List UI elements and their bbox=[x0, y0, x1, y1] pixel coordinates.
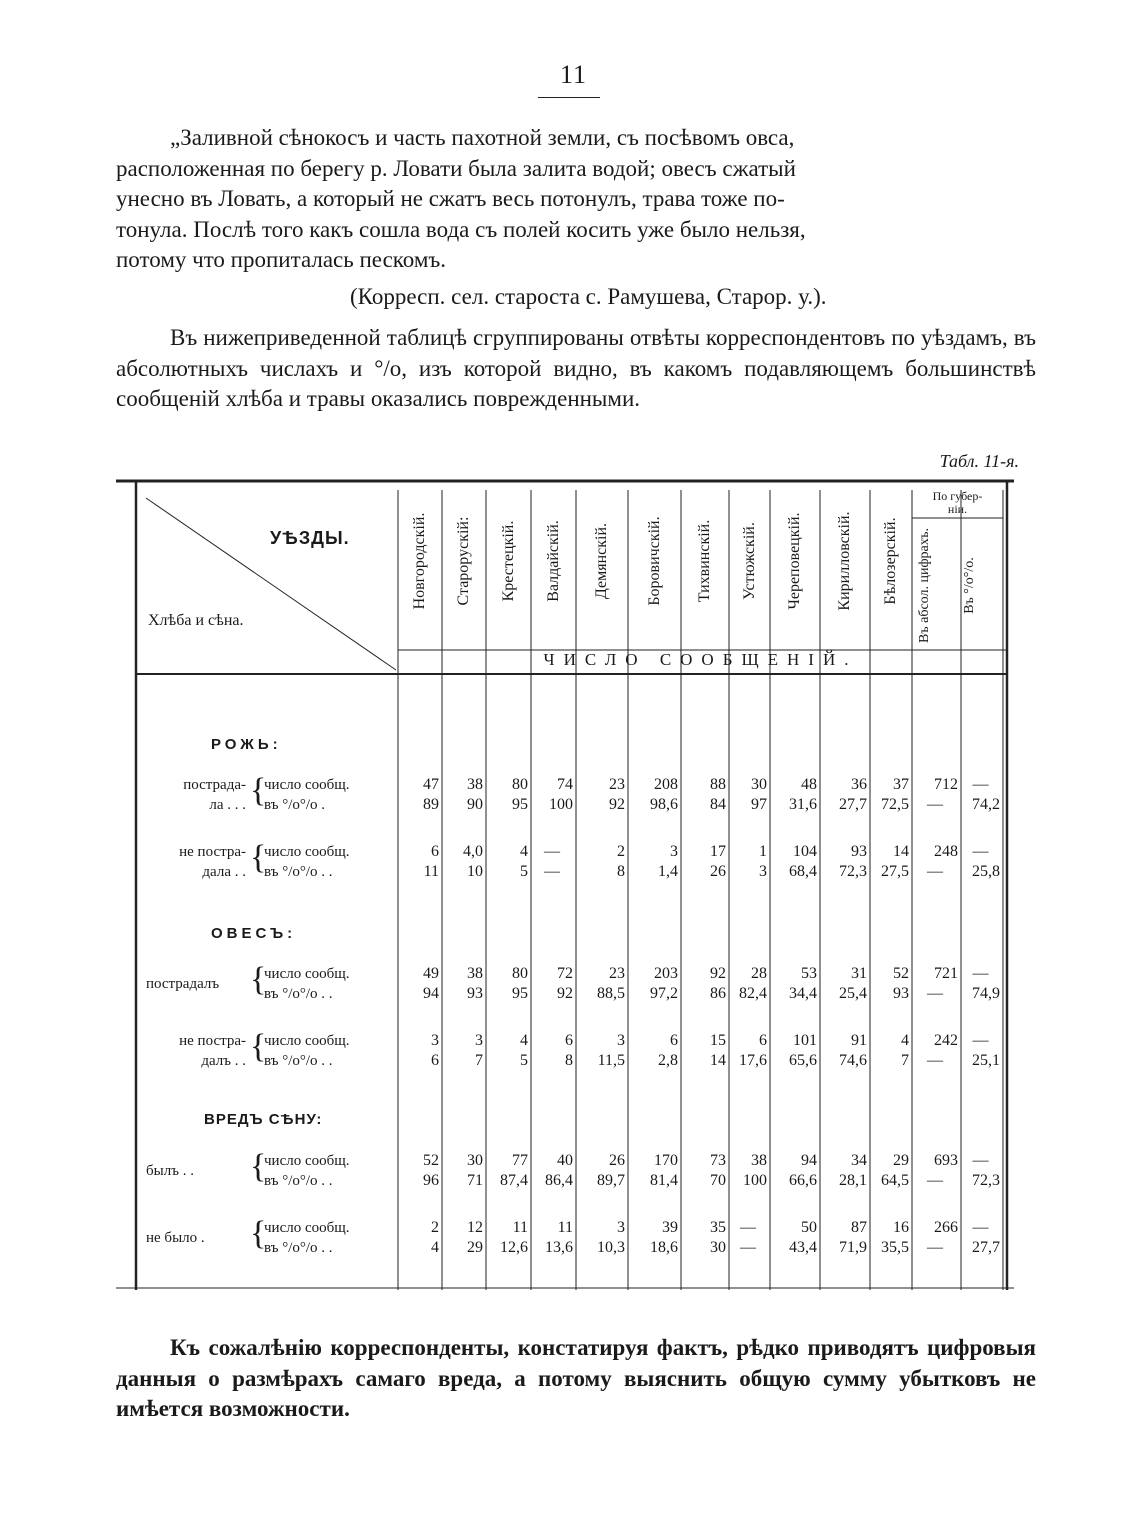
row-brace: { bbox=[250, 839, 267, 876]
table-cell: 208 bbox=[654, 776, 678, 793]
row-label: не было . bbox=[146, 1230, 205, 1246]
table-cell: 52 bbox=[423, 1152, 439, 1169]
table-cell: — bbox=[972, 1152, 989, 1169]
table-cell: 170 bbox=[654, 1152, 678, 1169]
table-cell: 23 bbox=[609, 965, 625, 982]
table-cell: 74,6 bbox=[839, 1052, 867, 1069]
row-sublabel: число сообщ. bbox=[264, 777, 350, 793]
gubernia-header: По губер- ніи. bbox=[932, 489, 983, 516]
table-cell: — bbox=[972, 776, 989, 793]
table-cell: 35,5 bbox=[881, 1239, 909, 1256]
table-cell: 91 bbox=[851, 1032, 867, 1049]
table-reference: Табл. 11-я. bbox=[939, 451, 1019, 471]
table-cell: 242 bbox=[934, 1032, 958, 1049]
corner-label-bottom: Хлѣба и сѣна. bbox=[148, 612, 244, 629]
row-sublabel: въ °/о°/о . . bbox=[264, 1240, 333, 1256]
group-title: РОЖЬ: bbox=[211, 736, 282, 753]
table-cell: 26 bbox=[609, 1152, 625, 1169]
table-cell: 74 bbox=[557, 776, 573, 793]
table-cell: 4 bbox=[520, 843, 528, 860]
table-cell: 16 bbox=[893, 1219, 909, 1236]
table-cell: 71,9 bbox=[839, 1239, 867, 1256]
table-cell: 84 bbox=[710, 796, 726, 813]
table-cell: 97,2 bbox=[650, 985, 678, 1002]
table-cell: 3 bbox=[617, 1032, 625, 1049]
table-cell: 17,6 bbox=[739, 1052, 767, 1069]
table-cell: 27,7 bbox=[972, 1239, 1000, 1256]
table-cell: 93 bbox=[467, 985, 483, 1002]
table-cell: 86,4 bbox=[545, 1172, 573, 1189]
table-cell: 28,1 bbox=[839, 1172, 867, 1189]
table-cell: 39 bbox=[662, 1219, 678, 1236]
table-cell: — bbox=[927, 1052, 943, 1069]
column-header: Тихвинскій. bbox=[696, 519, 713, 603]
table-cell: 29 bbox=[893, 1152, 909, 1169]
column-header: Крестецкій. bbox=[499, 520, 517, 602]
table-cell: 693 bbox=[934, 1152, 958, 1169]
row-label: былъ . . bbox=[146, 1163, 194, 1179]
table-cell: 48 bbox=[801, 776, 817, 793]
table-cell: 8 bbox=[565, 1052, 573, 1069]
column-header: Старорускій: bbox=[455, 516, 472, 606]
table-cell: 87 bbox=[851, 1219, 867, 1236]
table-cell: 5 bbox=[520, 1052, 528, 1069]
table-cell: 90 bbox=[467, 796, 483, 813]
row-brace: { bbox=[250, 961, 267, 998]
row-label: не постра- далъ . . bbox=[179, 1033, 246, 1069]
table-cell: 13,6 bbox=[545, 1239, 573, 1256]
table-cell: 49 bbox=[423, 965, 439, 982]
group-title: ОВЕСЪ: bbox=[211, 925, 297, 942]
table-cell: 10,3 bbox=[597, 1239, 625, 1256]
paragraph-1-line: „Заливной сѣнокосъ и часть пахотной земли, съ посѣвомъ овса, bbox=[170, 125, 795, 150]
paragraph-2: Въ нижеприведенной таблицѣ сгруппированы отвѣты корреспондентовъ по уѣздамъ, въ абсолютныхъ числахъ и °/о, изъ которой видно, въ какомъ подавляющемъ большинствѣ сообщеній хлѣба и травы оказались поврежденными. bbox=[116, 325, 1036, 411]
table-cell: 93 bbox=[893, 985, 909, 1002]
corner-label-top: УѢЗДЫ. bbox=[270, 528, 350, 548]
table-cell: 97 bbox=[751, 796, 767, 813]
table-cell: 3 bbox=[475, 1032, 483, 1049]
row-brace: { bbox=[250, 1028, 267, 1065]
table-cell: 89 bbox=[423, 796, 439, 813]
paragraph-1-line: тонула. Послѣ того какъ сошла вода съ полей косить уже было нельзя, bbox=[116, 216, 806, 242]
table-cell: 80 bbox=[512, 965, 528, 982]
column-header: Бѣлозерскій. bbox=[882, 517, 899, 605]
table-cell: 12 bbox=[467, 1219, 483, 1236]
table-cell: 4,0 bbox=[463, 843, 483, 860]
table-cell: 25,1 bbox=[972, 1052, 1000, 1069]
column-header: Валдайскій. bbox=[544, 520, 562, 602]
band-label: ЧИСЛО СООБЩЕНІЙ. bbox=[543, 650, 858, 669]
row-label: пострадалъ bbox=[146, 976, 220, 992]
table-cell: 65,6 bbox=[789, 1052, 817, 1069]
table-cell: 6 bbox=[431, 1052, 439, 1069]
paragraph-1-line: потому что пропиталась пескомъ. bbox=[116, 247, 447, 272]
table-cell: 11,5 bbox=[597, 1052, 625, 1069]
table-cell: 66,6 bbox=[789, 1172, 817, 1189]
table-cell: 92 bbox=[609, 796, 625, 813]
table-cell: 2 bbox=[431, 1219, 439, 1236]
row-sublabel: въ °/о°/о . . bbox=[264, 986, 333, 1002]
table-cell: 4 bbox=[431, 1239, 439, 1256]
table-cell: — bbox=[544, 843, 560, 860]
table-cell: 6 bbox=[565, 1032, 573, 1049]
table-cell: 2 bbox=[617, 843, 625, 860]
table-cell: 34,4 bbox=[789, 985, 817, 1002]
table-cell: — bbox=[927, 863, 943, 880]
table-cell: 17 bbox=[710, 843, 726, 860]
row-brace: { bbox=[250, 772, 267, 809]
table-cell: 94 bbox=[801, 1152, 817, 1169]
table-cell: 25,4 bbox=[839, 985, 867, 1002]
table-cell: 104 bbox=[793, 843, 817, 860]
table-cell: 18,6 bbox=[650, 1239, 678, 1256]
table-cell: — bbox=[972, 843, 989, 860]
column-header: Боровичскій. bbox=[645, 516, 663, 606]
table-cell: 94 bbox=[423, 985, 439, 1002]
table-cell: 203 bbox=[654, 965, 678, 982]
table-cell: 72,3 bbox=[972, 1172, 1000, 1189]
table-cell: 96 bbox=[423, 1172, 439, 1189]
table-cell: 8 bbox=[617, 863, 625, 880]
table-cell: 11 bbox=[557, 1219, 573, 1236]
table-cell: 81,4 bbox=[650, 1172, 678, 1189]
table-cell: 100 bbox=[743, 1172, 767, 1189]
table-cell: 88 bbox=[710, 776, 726, 793]
gubernia-column-header: Въ °/о°/о. bbox=[962, 557, 977, 614]
table-cell: 89,7 bbox=[597, 1172, 625, 1189]
corner-diagonal bbox=[146, 498, 396, 670]
table-cell: 248 bbox=[934, 843, 958, 860]
table-cell: 88,5 bbox=[597, 985, 625, 1002]
signature: (Корресп. сел. староста с. Рамушева, Старор. у.). bbox=[350, 284, 827, 309]
table-cell: 11 bbox=[423, 863, 439, 880]
row-brace: { bbox=[250, 1215, 267, 1252]
table-cell: 14 bbox=[710, 1052, 726, 1069]
table-cell: 1,4 bbox=[658, 863, 678, 880]
table-cell: 86 bbox=[710, 985, 726, 1002]
table-cell: 101 bbox=[793, 1032, 817, 1049]
table-cell: 10 bbox=[467, 863, 483, 880]
row-sublabel: число сообщ. bbox=[264, 1153, 350, 1169]
table-cell: 7 bbox=[475, 1052, 483, 1069]
table-cell: 77 bbox=[512, 1152, 528, 1169]
table-cell: 266 bbox=[934, 1219, 958, 1236]
table-cell: 30 bbox=[467, 1152, 483, 1169]
row-sublabel: число сообщ. bbox=[264, 966, 350, 982]
page-number-rule bbox=[538, 97, 600, 98]
table-cell: 93 bbox=[851, 843, 867, 860]
table-cell: 87,4 bbox=[500, 1172, 528, 1189]
paragraph-1-line: унесно въ Ловать, а который не сжатъ весь потонулъ, трава тоже по- bbox=[116, 186, 785, 211]
table-cell: 74,2 bbox=[972, 796, 1000, 813]
table-cell: 3 bbox=[759, 863, 767, 880]
column-header: Демянскій. bbox=[593, 522, 610, 600]
table-cell: — bbox=[740, 1219, 756, 1236]
table-cell: 15 bbox=[710, 1032, 726, 1049]
table-cell: 721 bbox=[934, 965, 958, 982]
table-cell: 27,7 bbox=[839, 796, 867, 813]
table-cell: 30 bbox=[751, 776, 767, 793]
row-sublabel: въ °/о°/о . . bbox=[264, 864, 333, 880]
column-header: Кирилловскій. bbox=[836, 511, 853, 611]
table-cell: 50 bbox=[801, 1219, 817, 1236]
table-cell: 37 bbox=[893, 776, 909, 793]
table-cell: 6 bbox=[670, 1032, 678, 1049]
table-cell: 23 bbox=[609, 776, 625, 793]
table-cell: 6 bbox=[431, 843, 439, 860]
table-cell: 29 bbox=[467, 1239, 483, 1256]
table-cell: 72 bbox=[557, 965, 573, 982]
table-cell: 92 bbox=[557, 985, 573, 1002]
table-cell: 25,8 bbox=[972, 863, 1000, 880]
table-cell: 1 bbox=[759, 843, 767, 860]
column-header: Череповецкій. bbox=[786, 512, 803, 610]
table-cell: 82,4 bbox=[739, 985, 767, 1002]
gubernia-column-header: Въ абсол. цифрахъ. bbox=[916, 528, 932, 643]
table-cell: 98,6 bbox=[650, 796, 678, 813]
table-cell: 72,3 bbox=[839, 863, 867, 880]
row-sublabel: число сообщ. bbox=[264, 1220, 350, 1236]
table-cell: 72,5 bbox=[881, 796, 909, 813]
table-cell: 73 bbox=[710, 1152, 726, 1169]
row-label: не постра- дала . . bbox=[179, 844, 246, 880]
table-cell: 70 bbox=[710, 1172, 726, 1189]
table-cell: 14 bbox=[893, 843, 909, 860]
table-cell: 38 bbox=[751, 1152, 767, 1169]
table-cell: 40 bbox=[557, 1152, 573, 1169]
table-cell: 4 bbox=[520, 1032, 528, 1049]
paragraph-1 bbox=[116, 123, 1036, 276]
table-cell: — bbox=[972, 1032, 989, 1049]
group-title: ВРЕДЪ СѢНУ: bbox=[204, 1111, 323, 1128]
paragraph-3: Къ сожалѣнію корреспонденты, констатируя фактъ, рѣдко приводятъ цифровыя данныя о размѣрахъ самаго вреда, а потому выяснить общую сумму убытковъ не имѣется возможности. bbox=[116, 1335, 1036, 1421]
table-cell: 52 bbox=[893, 965, 909, 982]
row-brace: { bbox=[250, 1148, 267, 1185]
row-sublabel: въ °/о°/о . . bbox=[264, 1053, 333, 1069]
table-cell: 2,8 bbox=[658, 1052, 678, 1069]
table-cell: 12,6 bbox=[500, 1239, 528, 1256]
table-cell: 7 bbox=[901, 1052, 909, 1069]
table-cell: 3 bbox=[617, 1219, 625, 1236]
table-cell: 71 bbox=[467, 1172, 483, 1189]
table-cell: 47 bbox=[423, 776, 439, 793]
row-sublabel: число сообщ. bbox=[264, 1033, 350, 1049]
table-cell: 36 bbox=[851, 776, 867, 793]
table-cell: — bbox=[544, 863, 560, 880]
table-cell: 3 bbox=[670, 843, 678, 860]
table-cell: 6 bbox=[759, 1032, 767, 1049]
table-cell: 27,5 bbox=[881, 863, 909, 880]
table-cell: — bbox=[927, 1172, 943, 1189]
table-cell: 3 bbox=[431, 1032, 439, 1049]
table-cell: 64,5 bbox=[881, 1172, 909, 1189]
table-cell: — bbox=[927, 985, 943, 1002]
table-cell: — bbox=[972, 965, 989, 982]
table-cell: 53 bbox=[801, 965, 817, 982]
column-header: Устюжскій. bbox=[740, 522, 758, 600]
table-cell: 80 bbox=[512, 776, 528, 793]
table-cell: 28 bbox=[751, 965, 767, 982]
table-cell: 31,6 bbox=[789, 796, 817, 813]
row-sublabel: въ °/о°/о . . bbox=[264, 1173, 333, 1189]
table-cell: 38 bbox=[467, 965, 483, 982]
paragraph-1-line: расположенная по берегу р. Ловати была залита водой; овесъ сжатый bbox=[116, 155, 796, 181]
table-cell: 74,9 bbox=[972, 985, 1000, 1002]
table-cell: 43,4 bbox=[789, 1239, 817, 1256]
table-cell: 95 bbox=[512, 985, 528, 1002]
data-table bbox=[116, 478, 1014, 1290]
table-cell: 68,4 bbox=[789, 863, 817, 880]
table-cell: 100 bbox=[549, 796, 573, 813]
table-cell: 34 bbox=[851, 1152, 867, 1169]
row-sublabel: число сообщ. bbox=[264, 844, 350, 860]
page-number: 11 bbox=[559, 60, 588, 89]
table-cell: 4 bbox=[901, 1032, 909, 1049]
table-cell: 92 bbox=[710, 965, 726, 982]
table-cell: — bbox=[927, 796, 943, 813]
column-header: Новгородскій. bbox=[411, 512, 428, 610]
table-cell: 35 bbox=[710, 1219, 726, 1236]
row-sublabel: въ °/о°/о . bbox=[264, 797, 326, 813]
table-cell: — bbox=[740, 1239, 756, 1256]
table-cell: 26 bbox=[710, 863, 726, 880]
table-cell: 30 bbox=[710, 1239, 726, 1256]
table-cell: 11 bbox=[512, 1219, 528, 1236]
table-cell: — bbox=[972, 1219, 989, 1236]
table-cell: 712 bbox=[934, 776, 958, 793]
table-cell: 31 bbox=[851, 965, 867, 982]
table-cell: 5 bbox=[520, 863, 528, 880]
row-label: пострада- ла . . . bbox=[183, 777, 246, 813]
table-cell: 95 bbox=[512, 796, 528, 813]
table-cell: 38 bbox=[467, 776, 483, 793]
table-cell: — bbox=[927, 1239, 943, 1256]
